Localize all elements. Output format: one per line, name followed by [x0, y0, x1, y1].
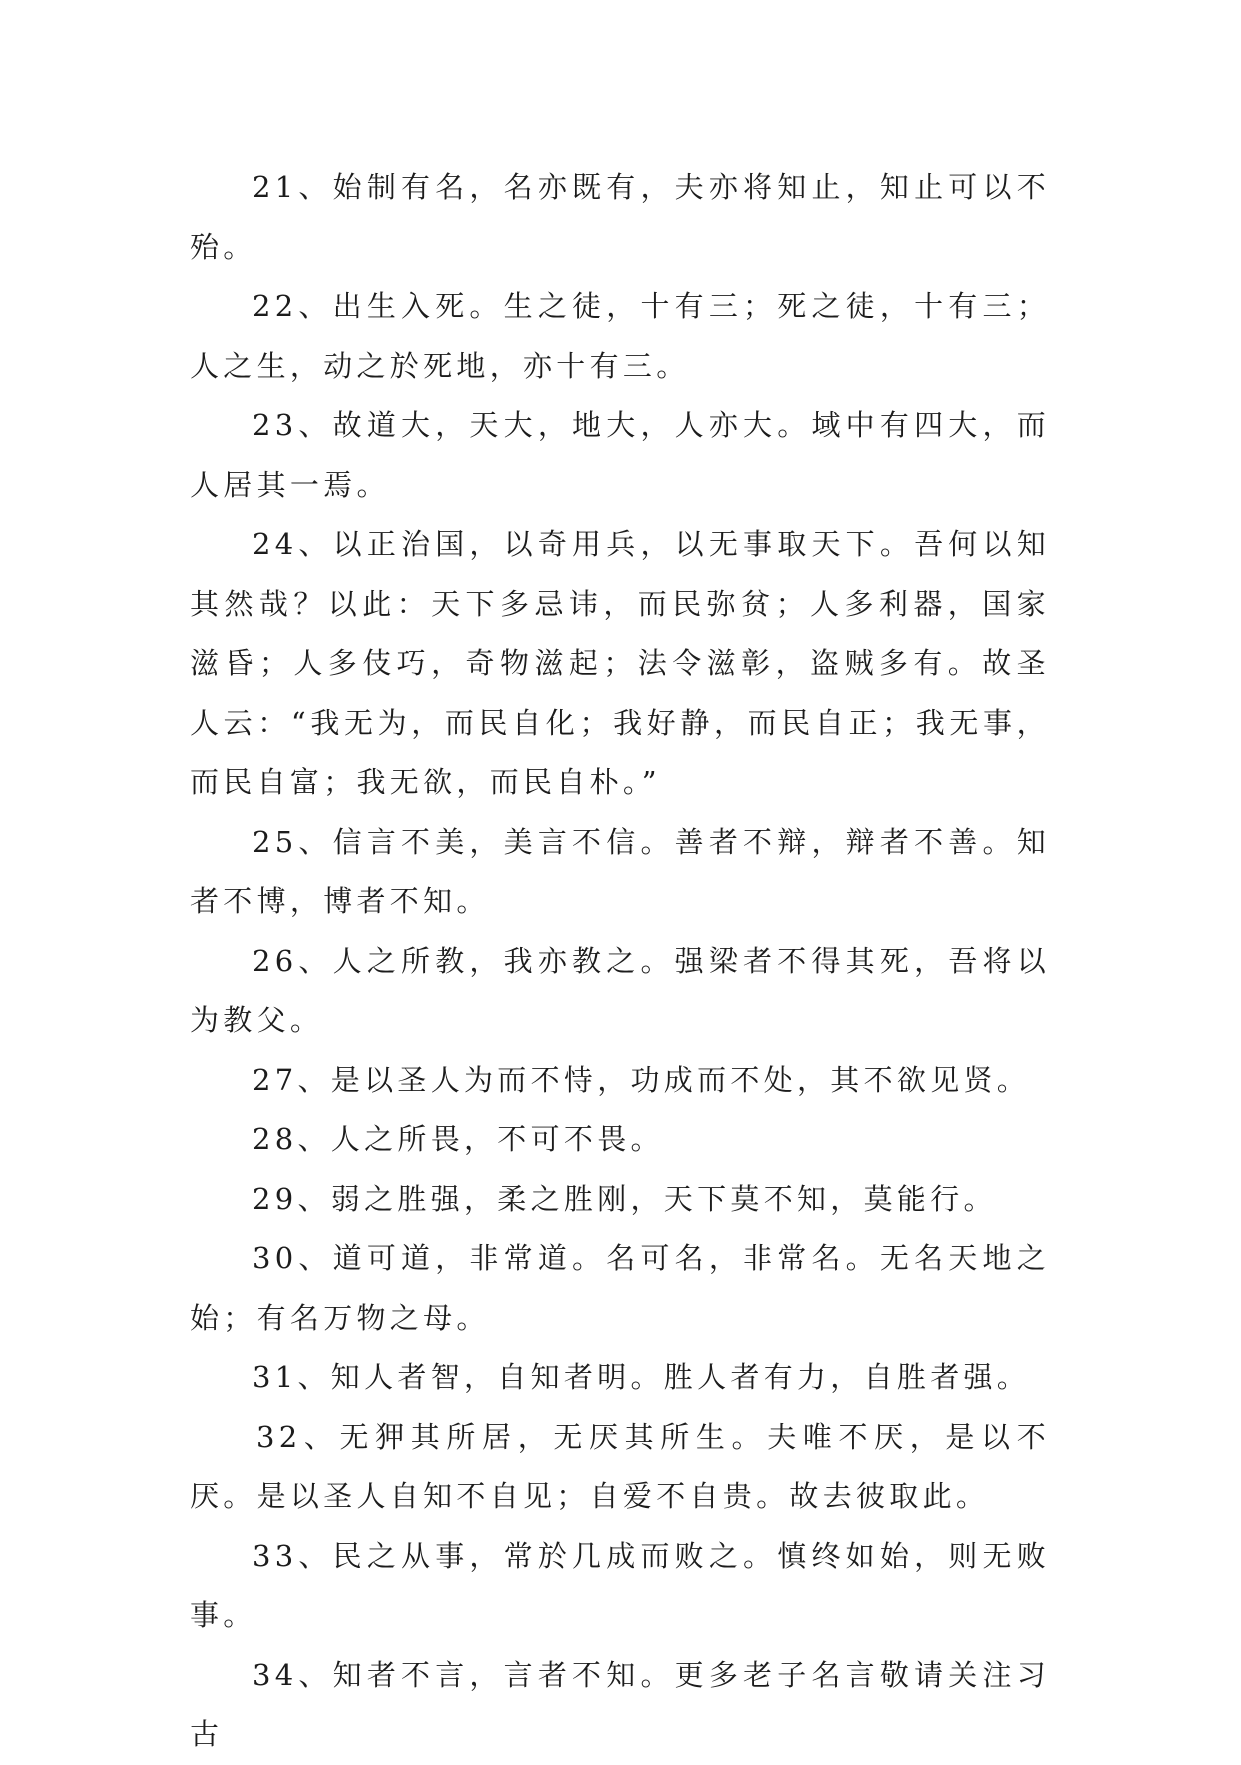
- quote-paragraph-26: 26、人之所教，我亦教之。强梁者不得其死，吾将以为教父。: [190, 943, 1050, 1037]
- quote-paragraph-27: 27、是以圣人为而不恃，功成而不处，其不欲见贤。: [252, 1062, 1031, 1097]
- quote-paragraph-21: 21、始制有名，名亦既有，夫亦将知止，知止可以不殆。: [190, 170, 1050, 264]
- quote-paragraph-29: 29、弱之胜强，柔之胜刚，天下莫不知，莫能行。: [252, 1181, 997, 1216]
- quote-paragraph-32: 32、无狎其所居，无厌其所生。夫唯不厌，是以不厌。是以圣人自知不自见；自爱不自贵。故去彼取此。: [190, 1419, 1050, 1513]
- quote-paragraph-25: 25、信言不美，美言不信。善者不辩，辩者不善。知者不博，博者不知。: [190, 824, 1050, 918]
- quote-paragraph-31: 31、知人者智，自知者明。胜人者有力，自胜者强。: [252, 1360, 1031, 1394]
- quote-paragraph-34: 34、知者不言，言者不知。更多老子名言敬请关注习古: [190, 1657, 1050, 1751]
- quote-paragraph-24: 24、以正治国，以奇用兵，以无事取天下。吾何以知其然哉？以此：天下多忌讳，而民弥贫；人多利器，国家滋昏；人多伎巧，奇物滋起；法令滋彰，盗贼多有。故圣人云：“我无为，而民自化；我好静，而民自正；我无事，而民自富；我无欲，而民自朴。”: [190, 527, 1050, 799]
- quote-list: [190, 158, 1050, 1765]
- quote-paragraph-33: 33、民之从事，常於几成而败之。慎终如始，则无败事。: [190, 1538, 1050, 1632]
- quote-paragraph-28: 28、人之所畏，不可不畏。: [252, 1122, 664, 1156]
- quote-paragraph-30: 30、道可道，非常道。名可名，非常名。无名天地之始；有名万物之母。: [190, 1241, 1050, 1335]
- quote-paragraph-23: 23、故道大，天大，地大，人亦大。域中有四大，而人居其一焉。: [190, 408, 1050, 502]
- quote-paragraph-22: 22、出生入死。生之徒，十有三；死之徒，十有三；人之生，动之於死地，亦十有三。: [190, 289, 1050, 383]
